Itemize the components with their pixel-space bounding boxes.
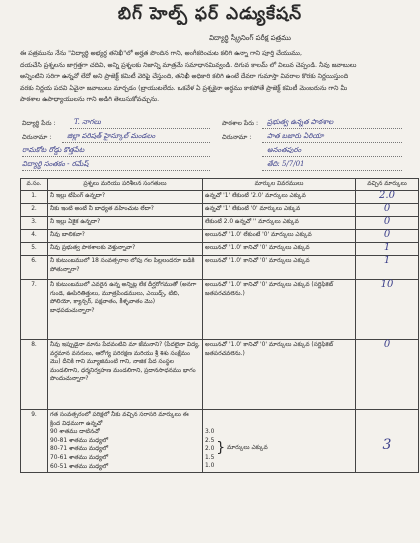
scale-value: 1.5 — [205, 454, 215, 461]
table-row — [21, 230, 419, 243]
row-score-field[interactable] — [356, 256, 419, 280]
grade-range: 70-61 శాతము మధ్యలో — [50, 454, 109, 461]
grade-range: 80-71 శాతము మధ్యలో — [50, 446, 109, 453]
instruction-line: దయచేసి ప్రశ్నలను జాగ్రత్తగా చదివి, అన్ని ప్రశ్నలకు నిజాన్ని మాత్రమే సమాధానమివ్వండి. దిగువ కాలమ్ లో విలువ చెప్పండి. నీవు జవాబులు — [20, 61, 357, 69]
row-marks-rule: ఉన్నచో '1' లేకుంటే '2.0' మార్కులు ఎక్కువ — [203, 191, 356, 204]
row-question: నీవు ప్రభుత్వ పాఠశాలకు వెళ్తున్నావా? — [48, 243, 203, 256]
dotted-line — [22, 156, 210, 157]
row-score-field[interactable] — [356, 243, 419, 256]
row-marks-rule: లేకుంటే 2.0 ఉన్నచో '' మార్కులు ఎక్కువ — [203, 217, 356, 230]
form-title: బిగ్ హెల్ప్ ఫర్ ఎడ్యుకేషన్ — [117, 4, 303, 24]
dotted-line — [22, 170, 210, 171]
brace-glyph: } — [216, 440, 226, 456]
student-name-field[interactable]: T. నాగలు — [74, 118, 101, 126]
row-marks-rule: అయినచో '1.0' లేకుంటే '0' మార్కులు ఎక్కువ — [203, 230, 356, 243]
date-field[interactable]: తేది: 5/7/01 — [267, 160, 305, 168]
row-question: నీవు బాలికవా? — [48, 230, 203, 243]
table-row — [21, 204, 419, 217]
table-row — [21, 243, 419, 256]
row-number: 6. — [21, 256, 48, 280]
row-score: 2.0 — [379, 190, 395, 201]
row-marks-rule: అయినచో '1.0' కానిచో '0' మార్కులు ఎక్కువ (సర్టిఫికెట్ జతపరచవలెను.) — [203, 280, 356, 340]
district-field[interactable]: అనంతపురం — [267, 146, 302, 154]
row-number: 7. — [21, 280, 48, 340]
instruction-line: వరకు నిర్ణయ పదవి ఏవైనా జవాబులు మార్చడం (బ్రాయుటలేదు. ఒకవేళ ఏ ప్రశ్నకైనా అర్థము కాకపోతే ప్రాజెక్ట్ కమిటీ మెంబరును గాని మీ — [20, 84, 348, 92]
table-row — [21, 340, 419, 410]
student-details — [22, 120, 406, 176]
address-field[interactable]: జిల్లా పరిషత్ హైస్కూల్ మండలం — [67, 132, 156, 140]
address2-field[interactable]: పాత బజారు ఏరియా — [267, 132, 324, 140]
row-score: 10 — [380, 279, 394, 290]
row-score-field[interactable] — [356, 340, 419, 410]
scale-value: 3.0 — [205, 429, 215, 435]
row-number: 1. — [21, 191, 48, 204]
row-score-field[interactable] — [356, 217, 419, 230]
row-question: నీ కుటుంబములో ఎవరైన ఉన్న అన్నిట్ల లేక దీర్ఘరోగముతో (అనగా గుండె, ఊపిరితిత్తులు, మూత్రపిండములు, ఎయిడ్స్, టిబి, పోలియో, క్యాన్సర్, పక్షవాతం, కీళ్ళవాతం మొ) బాధపడుచున్నారా? — [48, 280, 203, 340]
row-score-field[interactable] — [356, 230, 419, 243]
header-serial: వ.సం. — [21, 179, 48, 191]
dotted-line — [262, 156, 402, 157]
dotted-line — [262, 170, 402, 171]
dotted-line — [62, 142, 210, 143]
row-question: నీ ఇల్లు టేపింగ్ ఉన్నదా? — [48, 191, 203, 204]
school-name-label: పాఠశాల పేరు : — [222, 120, 259, 127]
row-number: 9. — [21, 410, 48, 473]
table-row — [21, 191, 419, 204]
row-marks-cell — [203, 410, 356, 473]
scale-value: 1.0 — [205, 463, 215, 470]
instruction-line: అన్నింటిని సరిగా ఉన్నవో లేదో అని ప్రాజెక్ట్ కమిటీ వెరిఫై చేస్తుంది, తనిఖీ అధికారి కలిగి ఉంటే దేవరా గుమాస్తా వివరాల కొరకు నిర్ణయిస్తుంది — [20, 73, 349, 81]
row-number: 3. — [21, 217, 48, 230]
row-marks-rule: ఉన్నచో '1' లేకుంటే '0' మార్కులు ఎక్కువ — [203, 204, 356, 217]
school-name-field[interactable]: ప్రభుత్వ ఉన్నత పాఠశాల — [267, 118, 334, 126]
grade-range: 90 శాతము దాటినచో — [50, 429, 100, 436]
header-marks-obtained: వచ్చిన మార్కులు — [356, 179, 419, 191]
instructions — [20, 48, 406, 106]
row-marks-rule: అయినచో '1.0' కానిచో '0' మార్కులు ఎక్కువ (సర్టిఫికెట్ జతపరచవలెను.) — [203, 340, 356, 410]
row-score-field[interactable] — [356, 280, 419, 340]
table-row — [21, 410, 419, 473]
student-name-label: విద్యార్థి పేరు : — [22, 120, 56, 127]
row-number: 4. — [21, 230, 48, 243]
row-marks-rule: అయినచో '1.0' కానిచో '0' మార్కులు ఎక్కువ — [203, 256, 356, 280]
marks-scale — [205, 428, 214, 471]
row-question-cell — [48, 410, 203, 473]
row-score: 0 — [383, 203, 391, 214]
row-marks-rule: అయినచో '1.0' కానిచో '0' మార్కులు ఎక్కువ — [203, 243, 356, 256]
row-question: గత సంవత్సరంలో పరిక్షలో నీకు వచ్చిన సరాసరి మార్కులు ఈ క్రింద విధముగా ఉన్నచో — [50, 412, 189, 427]
dotted-line — [262, 128, 402, 129]
instruction-line: ఈ పత్రమును నేను "విద్యార్థి అభ్యర్థ తనిఖీ"లో అర్హత పొందిన గాని, అంగీకరించుట కలిగి ఉన్నా గాని పూర్తి చేయుము, — [20, 50, 302, 57]
row-question: నీవు ఇప్పుడైనా మాను పేదవంటివి మా జేమనాని? (పేదలైనా విద్య, వర్ధమాన వనరులు, ఆరోగ్య పరిరక్షణ మరియు శ్రీ శిశు సంక్షేమం మొ) దీనికి గాని మ్యూజిమంటి గాని, నాజిక పేద సంస్థల మండలిగాని, ధర్మనిర్వహణ మండలిగాని, ప్రదానసాధనము భాగం పొందుచున్నారా? — [48, 340, 203, 410]
row-score: 0 — [383, 339, 391, 350]
signature-field[interactable]: విద్యార్థి సంతకం - రమేష్ — [22, 160, 89, 168]
row-question: నీ కుటుంబములో 18 సంవత్సరాల లోపు గల పిల్లలందరూ బడికి పోతున్నారా? — [48, 256, 203, 280]
table-row — [21, 280, 419, 340]
row-number: 8. — [21, 340, 48, 410]
dotted-line — [70, 128, 210, 129]
row-question: నీకు ఇంటి అంటే నీ బాధ్యత వహించుట లేదా? — [48, 204, 203, 217]
header-marks-detail: మార్కుల వివరములు — [203, 179, 356, 191]
screening-table — [20, 178, 419, 473]
row-score-field[interactable] — [356, 410, 419, 473]
address-line-3[interactable]: రామకోట రోడ్డు కొత్తపేట — [22, 146, 85, 154]
row-number: 5. — [21, 243, 48, 256]
row-score: 3 — [382, 437, 392, 453]
scale-value: 2.5 — [205, 437, 215, 444]
row-question: నీ ఇల్లు ఏకైక ఉన్నదా? — [48, 217, 203, 230]
address-label: చిరునామా : — [22, 134, 52, 141]
header-question: ప్రశ్నలు మరియు పరిశీలన సంగతులు — [48, 179, 203, 191]
row-score: 1 — [383, 255, 391, 266]
form-subtitle: విద్యార్థి స్క్రీనింగ్ పరీక్ష పత్రము — [209, 34, 291, 42]
grade-range: 60-51 శాతము మధ్యలో — [50, 463, 109, 470]
dotted-line — [262, 142, 402, 143]
instruction-line: పాఠశాల ఉపాధ్యాయులను గాని అడిగి తెలుసుకోవచ్చును. — [20, 96, 160, 104]
grade-range: 90-81 శాతము మధ్యలో — [50, 437, 109, 444]
table-header-row — [21, 179, 419, 191]
row-score-field[interactable] — [356, 204, 419, 217]
row-number: 2. — [21, 204, 48, 217]
table-row — [21, 217, 419, 230]
row-score: 0 — [383, 216, 391, 227]
row-score: 1 — [383, 242, 391, 253]
table-row — [21, 256, 419, 280]
row-score: 0 — [383, 229, 391, 240]
row-score-field[interactable] — [356, 191, 419, 204]
row-marks-rule: మార్కులు ఎక్కువ — [227, 445, 268, 451]
address2-label: చిరునామా : — [222, 134, 252, 141]
scale-value: 2.0 — [205, 446, 215, 453]
